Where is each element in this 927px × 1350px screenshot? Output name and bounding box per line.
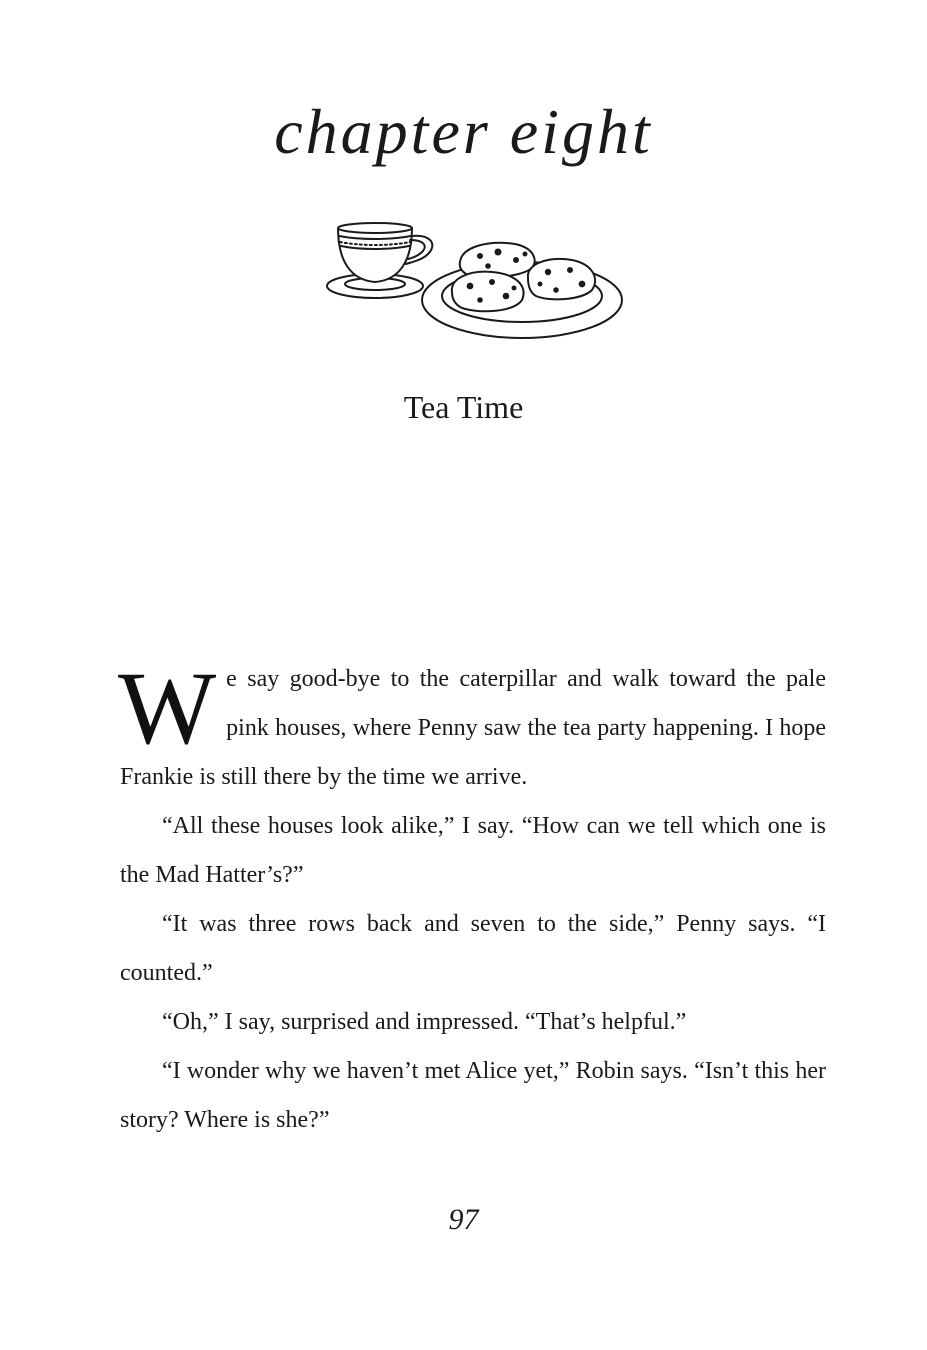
paragraph bbox=[118, 651, 826, 802]
paragraph: “I wonder why we haven’t met Alice yet,” Robin says. “Isn’t this her story? Where is she?” bbox=[120, 1058, 826, 1133]
paragraph: “It was three rows back and seven to the side,” Penny says. “I counted.” bbox=[120, 911, 826, 986]
paragraph: “All these houses look alike,” I say. “How can we tell which one is the Mad Hatter’s?” bbox=[120, 813, 826, 888]
teacup-and-cookies-icon bbox=[320, 208, 630, 358]
chapter-title: Tea Time bbox=[403, 389, 524, 425]
body-text bbox=[118, 651, 826, 1145]
drop-cap: W bbox=[118, 651, 217, 766]
chapter-heading: chapter eight bbox=[274, 96, 653, 167]
paragraph: “Oh,” I say, surprised and impressed. “That’s helpful.” bbox=[162, 1009, 687, 1035]
page-number: 97 bbox=[448, 1203, 479, 1236]
paragraph-text: e say good-bye to the caterpillar and walk toward the pale pink houses, where Penny saw the tea party happening. I hope Frankie is still there by the time we arrive. bbox=[120, 666, 826, 790]
